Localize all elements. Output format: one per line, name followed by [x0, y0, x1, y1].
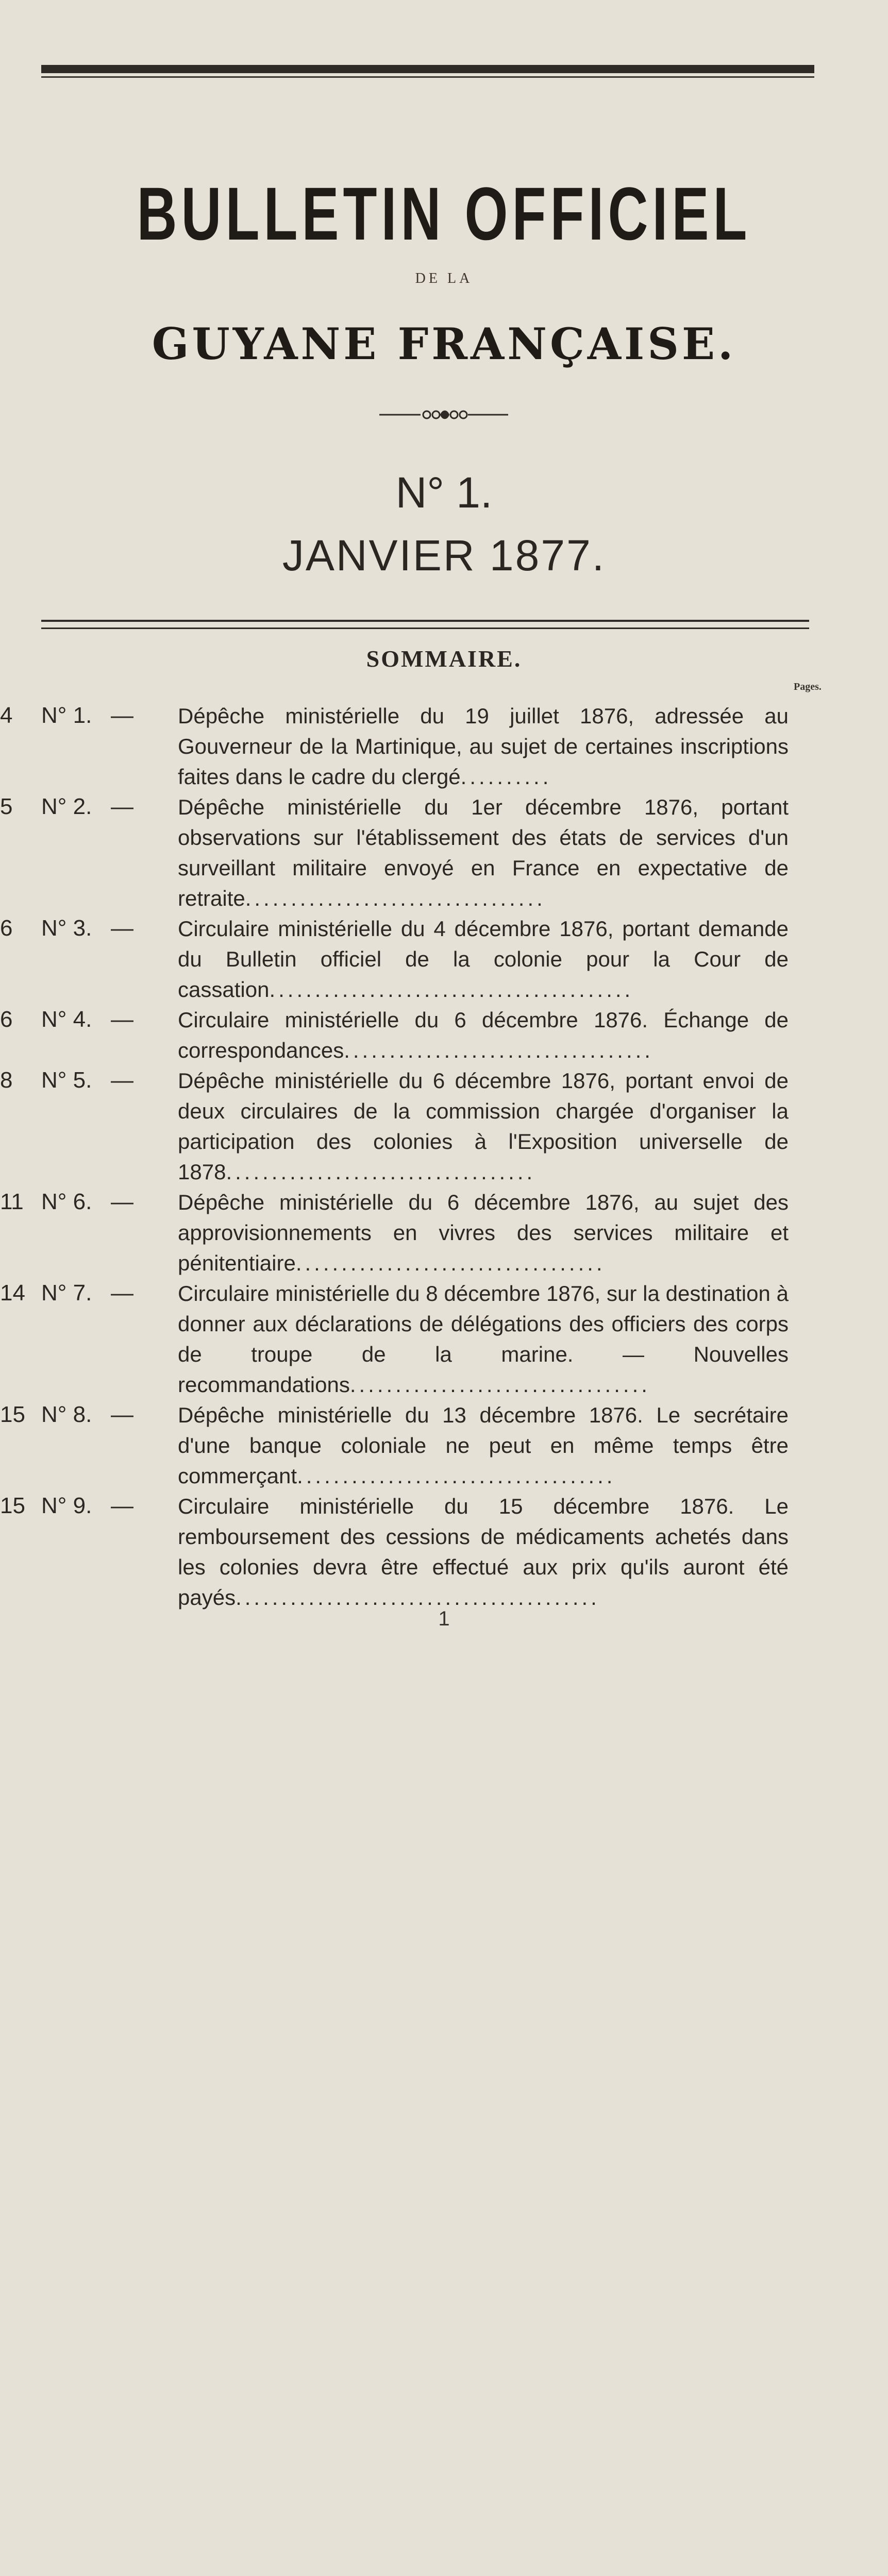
sommaire-heading: SOMMAIRE.: [366, 646, 522, 672]
entry-page-number: 15: [0, 1402, 25, 1427]
entry-description: Dépêche ministérielle du 1er décembre 1876, portant observations sur l'établissement des états de services d'un surveillant militaire envoyé en France en expectative de retraite: [178, 795, 789, 910]
entry-dot-leader: ..................................: [295, 1251, 606, 1275]
entry-page-number: 15: [0, 1493, 25, 1518]
top-rule-thin: [41, 76, 814, 78]
entry-number: N° 8.: [41, 1402, 92, 1427]
entry-dash: —: [111, 1189, 133, 1214]
entry-dash: —: [111, 1067, 133, 1093]
entry-description: Dépêche ministérielle du 6 décembre 1876, au sujet des approvisionnements en vivres des services militaire et pénitentiaire: [178, 1190, 789, 1275]
entry-dash: —: [111, 1402, 133, 1427]
toc-entry: [0, 1491, 888, 1613]
entry-number: N° 2.: [41, 794, 92, 819]
entry-dot-leader: ........................................: [269, 977, 634, 1002]
entry-description: Circulaire ministérielle du 4 décembre 1876, portant demande du Bulletin officiel de la colonie pour la Cour de cassation: [178, 917, 789, 1002]
ornament-divider-icon: [379, 407, 508, 422]
issue-date: JANVIER 1877.: [282, 531, 606, 580]
entry-dot-leader: ...................................: [297, 1464, 616, 1488]
bulletin-title: BULLETIN OFFICIEL: [137, 171, 751, 256]
section-rule-upper: [41, 620, 809, 622]
entry-description: Circulaire ministérielle du 6 décembre 1876. Échange de correspondances: [178, 1008, 789, 1062]
page-folio: 1: [438, 1607, 450, 1630]
toc-entry: [0, 1005, 888, 1065]
entry-dash: —: [111, 1493, 133, 1518]
entry-dash: —: [111, 916, 133, 941]
entry-dot-leader: .................................: [349, 1372, 650, 1397]
entry-page-number: 14: [0, 1280, 25, 1306]
entry-page-number: 11: [0, 1189, 24, 1214]
toc-entry: [0, 701, 888, 792]
entry-number: N° 6.: [41, 1189, 92, 1214]
entry-number: N° 3.: [41, 916, 92, 941]
top-rule-thick: [41, 65, 814, 73]
entry-page-number: 4: [0, 703, 13, 728]
entry-number: N° 1.: [41, 703, 92, 728]
section-rule-lower: [41, 628, 809, 629]
issue-number: N° 1.: [395, 468, 493, 517]
toc-entry: [0, 1187, 888, 1278]
entry-dot-leader: .................................: [245, 886, 546, 910]
entry-page-number: 5: [0, 794, 13, 819]
pages-column-label: Pages.: [794, 681, 822, 692]
entry-dot-leader: ..................................: [344, 1038, 654, 1062]
entry-dash: —: [111, 1007, 133, 1032]
entry-dot-leader: ..................................: [226, 1160, 536, 1184]
toc-entry: [0, 913, 888, 1005]
entry-dash: —: [111, 703, 133, 728]
toc-entry: [0, 1400, 888, 1491]
entry-dash: —: [111, 1280, 133, 1306]
entry-number: N° 9.: [41, 1493, 92, 1518]
entry-number: N° 4.: [41, 1007, 92, 1032]
entry-page-number: 8: [0, 1067, 13, 1093]
entry-number: N° 7.: [41, 1280, 92, 1306]
entry-page-number: 6: [0, 1007, 13, 1032]
toc-entry: [0, 1278, 888, 1400]
entry-description: Circulaire ministérielle du 8 décembre 1876, sur la destination à donner aux déclarations de délégations des officiers des corps de troupe de la marine. — Nouvelles recommandations: [178, 1281, 789, 1397]
table-of-contents: [0, 701, 888, 1613]
entry-dot-leader: ..........: [460, 765, 552, 789]
colony-name: GUYANE FRANÇAISE.: [152, 318, 736, 369]
entry-number: N° 5.: [41, 1067, 92, 1093]
entry-description: Dépêche ministérielle du 19 juillet 1876, adressée au Gouverneur de la Martinique, au sujet de certaines inscriptions faites dans le cadre du clergé: [178, 704, 789, 789]
entry-dash: —: [111, 794, 133, 819]
entry-description: Dépêche ministérielle du 13 décembre 1876. Le secrétaire d'une banque coloniale ne peut en même temps être commerçant: [178, 1403, 789, 1488]
toc-entry: [0, 792, 888, 913]
entry-description: Circulaire ministérielle du 15 décembre 1876. Le remboursement des cessions de médicaments achetés dans les colonies devra être effectué aux prix qu'ils auront été payés: [178, 1494, 789, 1609]
title-connector: DE LA: [415, 270, 473, 286]
entry-dot-leader: ........................................: [236, 1585, 600, 1609]
toc-entry: [0, 1065, 888, 1187]
entry-page-number: 6: [0, 916, 13, 941]
entry-description: Dépêche ministérielle du 6 décembre 1876, portant envoi de deux circulaires de la commission chargée d'organiser la participation des colonies à l'Exposition universelle de 1878: [178, 1069, 789, 1184]
